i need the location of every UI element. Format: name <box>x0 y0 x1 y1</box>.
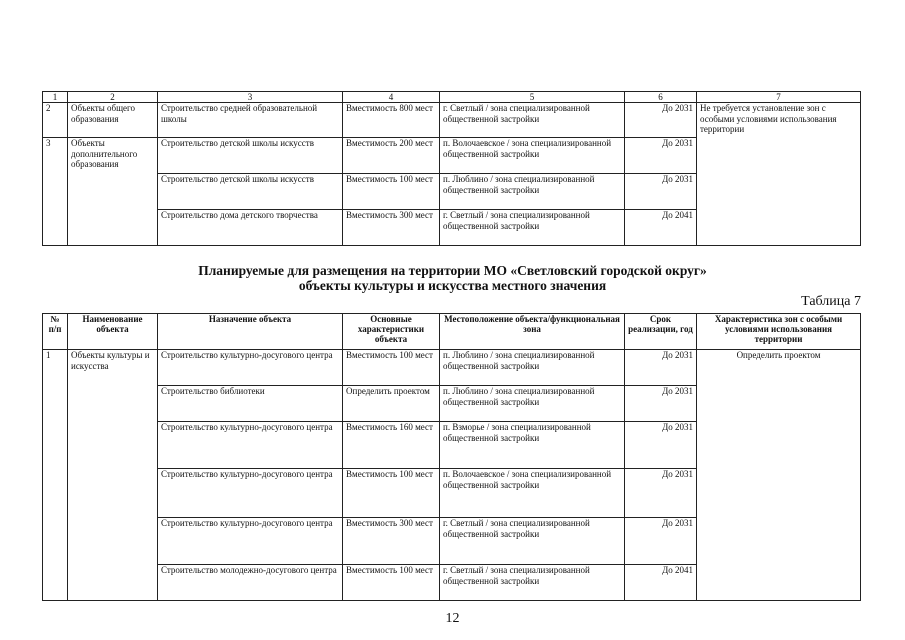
object-location: п. Волочаевское / зона специализированной общественной застройки <box>440 469 625 518</box>
object-purpose: Строительство дома детского творчества <box>158 210 343 246</box>
object-characteristics: Вместимость 800 мест <box>343 103 440 138</box>
implementation-term: До 2031 <box>625 350 697 386</box>
header-characteristics: Основные характеристики объекта <box>343 314 440 350</box>
object-characteristics: Вместимость 100 мест <box>343 350 440 386</box>
column-number: 6 <box>625 92 697 103</box>
object-location: п. Взморье / зона специализированной общественной застройки <box>440 422 625 469</box>
object-purpose: Строительство средней образовательной школы <box>158 103 343 138</box>
section-title-line-1: Планируемые для размещения на территории МО «Светловский городской округ» <box>198 263 707 278</box>
object-location: г. Светлый / зона специализированной общественной застройки <box>440 210 625 246</box>
column-number: 7 <box>697 92 861 103</box>
column-number: 3 <box>158 92 343 103</box>
section-title <box>0 263 905 293</box>
implementation-term: До 2031 <box>625 103 697 138</box>
object-purpose: Строительство библиотеки <box>158 386 343 422</box>
zone-characteristics: Не требуется установление зон с особыми условиями использования территории <box>697 103 861 246</box>
education-objects-table <box>42 91 861 246</box>
object-location: г. Светлый / зона специализированной общественной застройки <box>440 103 625 138</box>
implementation-term: До 2031 <box>625 174 697 210</box>
object-name: Объекты культуры и искусства <box>68 350 158 601</box>
object-characteristics: Вместимость 100 мест <box>343 174 440 210</box>
object-location: п. Люблино / зона специализированной общественной застройки <box>440 350 625 386</box>
object-characteristics: Определить проектом <box>343 386 440 422</box>
implementation-term: До 2031 <box>625 422 697 469</box>
object-location: п. Люблино / зона специализированной общественной застройки <box>440 386 625 422</box>
object-characteristics: Вместимость 100 мест <box>343 469 440 518</box>
object-name: Объекты общего образования <box>68 103 158 138</box>
culture-objects-table <box>42 313 861 601</box>
row-number: 3 <box>43 138 68 246</box>
object-characteristics: Вместимость 100 мест <box>343 565 440 601</box>
object-location: г. Светлый / зона специализированной общественной застройки <box>440 518 625 565</box>
object-purpose: Строительство культурно-досугового центра <box>158 518 343 565</box>
object-purpose: Строительство детской школы искусств <box>158 138 343 174</box>
object-characteristics: Вместимость 300 мест <box>343 518 440 565</box>
object-characteristics: Вместимость 160 мест <box>343 422 440 469</box>
column-number: 4 <box>343 92 440 103</box>
column-number-row <box>43 92 861 103</box>
object-purpose: Строительство культурно-досугового центра <box>158 422 343 469</box>
header-num: № п/п <box>43 314 68 350</box>
object-location: г. Светлый / зона специализированной общественной застройки <box>440 565 625 601</box>
page-number: 12 <box>445 611 460 626</box>
table-label: Таблица 7 <box>801 294 861 309</box>
object-location: п. Люблино / зона специализированной общественной застройки <box>440 174 625 210</box>
object-characteristics: Вместимость 200 мест <box>343 138 440 174</box>
implementation-term: До 2031 <box>625 138 697 174</box>
column-number: 1 <box>43 92 68 103</box>
implementation-term: До 2031 <box>625 469 697 518</box>
implementation-term: До 2031 <box>625 386 697 422</box>
column-number: 2 <box>68 92 158 103</box>
object-characteristics: Вместимость 300 мест <box>343 210 440 246</box>
section-title-line-2: объекты культуры и искусства местного значения <box>298 278 607 293</box>
object-purpose: Строительство детской школы искусств <box>158 174 343 210</box>
row-number: 2 <box>43 103 68 138</box>
header-term: Срок реализации, год <box>625 314 697 350</box>
object-purpose: Строительство культурно-досугового центра <box>158 350 343 386</box>
object-location: п. Волочаевское / зона специализированной общественной застройки <box>440 138 625 174</box>
table-row <box>43 350 861 386</box>
implementation-term: До 2041 <box>625 210 697 246</box>
implementation-term: До 2041 <box>625 565 697 601</box>
table-row <box>43 103 861 138</box>
object-purpose: Строительство молодежно-досугового центра <box>158 565 343 601</box>
object-name: Объекты дополнительного образования <box>68 138 158 246</box>
table-header-row <box>43 314 861 350</box>
zone-characteristics: Определить проектом <box>697 350 861 601</box>
header-location: Местоположение объекта/функциональная зона <box>440 314 625 350</box>
implementation-term: До 2031 <box>625 518 697 565</box>
header-zone: Характеристика зон с особыми условиями использования территории <box>697 314 861 350</box>
column-number: 5 <box>440 92 625 103</box>
row-number: 1 <box>43 350 68 601</box>
object-purpose: Строительство культурно-досугового центра <box>158 469 343 518</box>
header-purpose: Назначение объекта <box>158 314 343 350</box>
header-name: Наименование объекта <box>68 314 158 350</box>
